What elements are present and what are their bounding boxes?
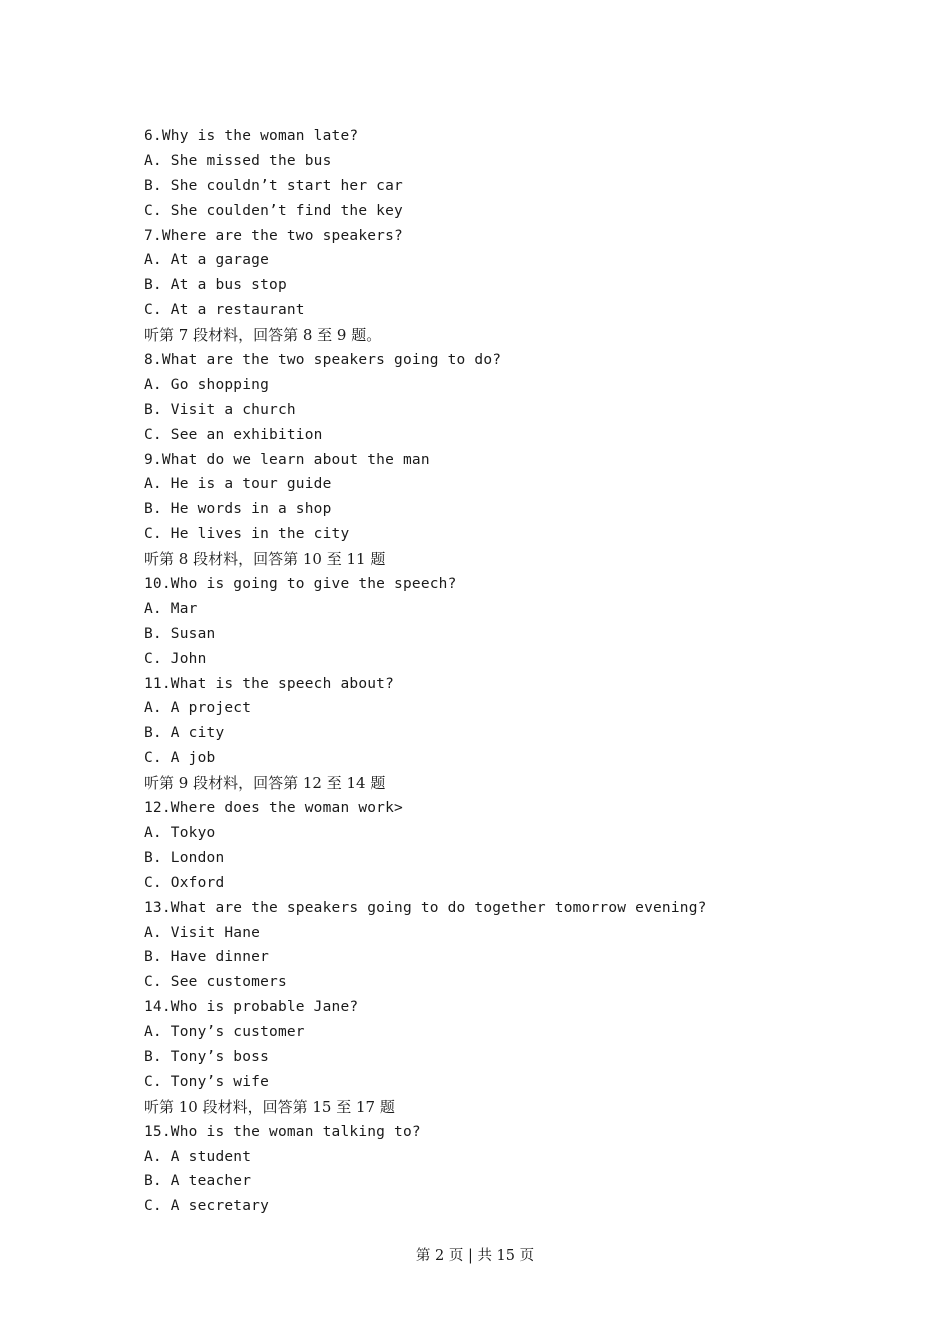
answer-option: A. Visit Hane	[144, 924, 261, 941]
answer-option: C. Tony’s wife	[144, 1073, 270, 1090]
question-text: 14.Who is probable Jane?	[144, 999, 359, 1016]
answer-option: C. John	[144, 650, 207, 667]
answer-option: A. Tokyo	[144, 824, 216, 841]
question-text: 8.What are the two speakers going to do?	[144, 352, 502, 369]
exam-content	[144, 124, 844, 1219]
question-text: 7.Where are the two speakers?	[144, 227, 403, 244]
answer-option: C. Oxford	[144, 874, 225, 891]
answer-option: B. A teacher	[144, 1173, 252, 1190]
page-footer: 第 2 页 | 共 15 页	[415, 1248, 535, 1264]
section-instruction: 听第 10 段材料，回答第 15 至 17 题	[144, 1097, 395, 1116]
answer-option: A. Go shopping	[144, 376, 270, 393]
section-instruction: 听第 9 段材料，回答第 12 至 14 题	[144, 774, 386, 793]
question-text: 13.What are the speakers going to do together tomorrow evening?	[144, 899, 707, 916]
answer-option: B. Tony’s boss	[144, 1048, 270, 1065]
question-text: 12.Where does the woman work>	[144, 800, 403, 817]
answer-option: C. See an exhibition	[144, 426, 323, 443]
answer-option: B. Visit a church	[144, 401, 296, 418]
section-instruction: 听第 8 段材料，回答第 10 至 11 题	[144, 550, 386, 569]
answer-option: B. London	[144, 849, 225, 866]
question-text: 15.Who is the woman talking to?	[144, 1123, 421, 1140]
answer-option: A. At a garage	[144, 252, 270, 269]
answer-option: A. He is a tour guide	[144, 476, 332, 493]
answer-option: B. He words in a shop	[144, 501, 332, 518]
answer-option: A. A project	[144, 700, 252, 717]
answer-option: C. See customers	[144, 974, 287, 991]
answer-option: C. A secretary	[144, 1198, 270, 1215]
question-text: 6.Why is the woman late?	[144, 128, 359, 144]
answer-option: A. She missed the bus	[144, 152, 332, 169]
answer-option: C. She coulden’t find the key	[144, 202, 403, 219]
answer-option: A. Tony’s customer	[144, 1024, 305, 1041]
answer-option: C. At a restaurant	[144, 302, 305, 319]
answer-option: C. A job	[144, 750, 216, 767]
question-text: 11.What is the speech about?	[144, 675, 395, 692]
answer-option: B. She couldn’t start her car	[144, 177, 403, 194]
question-text: 9.What do we learn about the man	[144, 451, 430, 468]
answer-option: A. A student	[144, 1148, 252, 1165]
answer-option: C. He lives in the city	[144, 526, 350, 543]
answer-option: A. Mar	[144, 600, 198, 617]
section-instruction: 听第 7 段材料，回答第 8 至 9 题。	[144, 326, 382, 345]
answer-option: B. At a bus stop	[144, 277, 287, 294]
question-text: 10.Who is going to give the speech?	[144, 576, 457, 593]
answer-option: B. Have dinner	[144, 949, 270, 966]
answer-option: B. A city	[144, 725, 225, 742]
answer-option: B. Susan	[144, 625, 216, 642]
